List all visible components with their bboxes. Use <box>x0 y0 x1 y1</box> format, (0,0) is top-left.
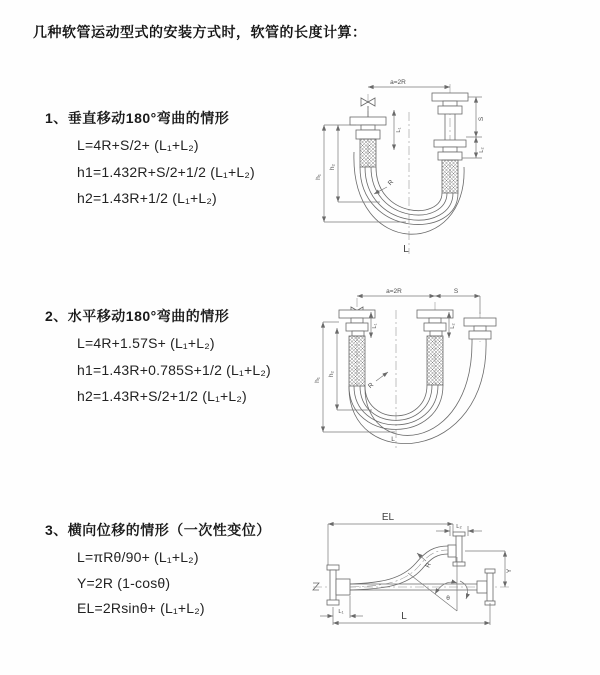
section-1-formula-h1: h1=1.432R+S/2+1/2 (L₁+L₂) <box>77 164 255 180</box>
section-3-formula-el: EL=2Rsinθ+ (L₁+L₂) <box>77 600 205 616</box>
section-2-formula-l: L=4R+1.57S+ (L₁+L₂) <box>77 335 215 351</box>
dim-label-h2: h₂ <box>329 163 336 171</box>
dim-label-l: L <box>401 611 407 622</box>
right-flange-fitting <box>432 93 468 193</box>
dim-label-el: EL <box>381 512 395 523</box>
diagram-horizontal-180-bend <box>310 282 600 474</box>
dim-label-l2: L₂ <box>450 323 456 329</box>
dim-label-s: S <box>453 288 459 295</box>
section-3-formula-y: Y=2R (1-cosθ) <box>77 575 171 591</box>
dim-label-y: Y <box>506 568 513 574</box>
dim-label-a2r: a=2R <box>386 288 402 295</box>
radius-callout <box>367 372 388 390</box>
lower-right-flange-fitting <box>477 569 495 605</box>
braided-hose-left <box>349 336 365 386</box>
displaced-hose <box>350 546 448 590</box>
radius-label: R <box>366 381 376 391</box>
dim-label-h2: h₂ <box>328 370 335 378</box>
braided-hose-left <box>360 139 376 167</box>
braided-hose-right <box>442 160 458 193</box>
dimension-l1 <box>394 110 402 150</box>
left-flange-fitting <box>350 117 386 167</box>
dim-label-l1: L₁ <box>396 127 402 133</box>
angle-label: θ <box>446 595 450 602</box>
upper-flange-fitting <box>448 532 465 566</box>
middle-flange-fitting <box>417 310 453 385</box>
left-flange-fitting <box>327 565 350 605</box>
radius-callout <box>417 553 433 569</box>
dim-label-s: S <box>478 116 485 122</box>
section-1-heading: 1、垂直移动180°弯曲的情形 <box>45 110 230 126</box>
diagram-vertical-180-bend <box>310 72 600 264</box>
dimension-l2 <box>476 137 485 158</box>
dim-label-l1: L₁ <box>372 323 378 329</box>
dimension-l <box>333 603 490 625</box>
radius-label: R <box>386 178 396 188</box>
radius-label: R <box>424 561 433 569</box>
length-label: L <box>391 436 395 443</box>
left-flange-fitting <box>339 310 375 386</box>
section-2-heading: 2、水平移动180°弯曲的情形 <box>45 308 230 324</box>
section-2-formula-h1: h1=1.43R+0.785S+1/2 (L₁+L₂) <box>77 362 271 378</box>
section-2-formula-h2: h2=1.43R+S/2+1/2 (L₁+L₂) <box>77 388 247 404</box>
dimension-a2r <box>357 288 435 296</box>
page-title: 几种软管运动型式的安装方式时，软管的长度计算： <box>33 24 367 40</box>
dim-label-h1: h₁ <box>314 377 321 383</box>
section-3-formula-l: L=πRθ/90+ (L₁+L₂) <box>77 549 199 565</box>
dim-label-l2: L₂ <box>479 147 485 153</box>
section-3-heading: 3、横向位移的情形（一次性变位） <box>45 522 271 538</box>
section-1-formula-h2: h2=1.43R+1/2 (L₁+L₂) <box>77 190 217 206</box>
dimension-l1 <box>320 596 363 618</box>
section-1-formula-l: L=4R+S/2+ (L₁+L₂) <box>77 137 199 153</box>
dim-label-l1: L₁ <box>338 609 344 615</box>
pipe-break-symbol <box>313 583 319 590</box>
diagram-lateral-displacement <box>303 497 600 662</box>
length-label: L <box>403 244 409 255</box>
dim-label-h1: h₁ <box>315 174 322 180</box>
right-flange-fitting-moved <box>464 318 496 339</box>
braided-hose-middle <box>427 336 443 385</box>
dim-label-l2: L₂ <box>456 524 462 530</box>
moved-u-bend-hose <box>349 339 486 444</box>
dimension-a2r <box>368 79 450 87</box>
dim-label-a2r: a=2R <box>390 79 406 86</box>
